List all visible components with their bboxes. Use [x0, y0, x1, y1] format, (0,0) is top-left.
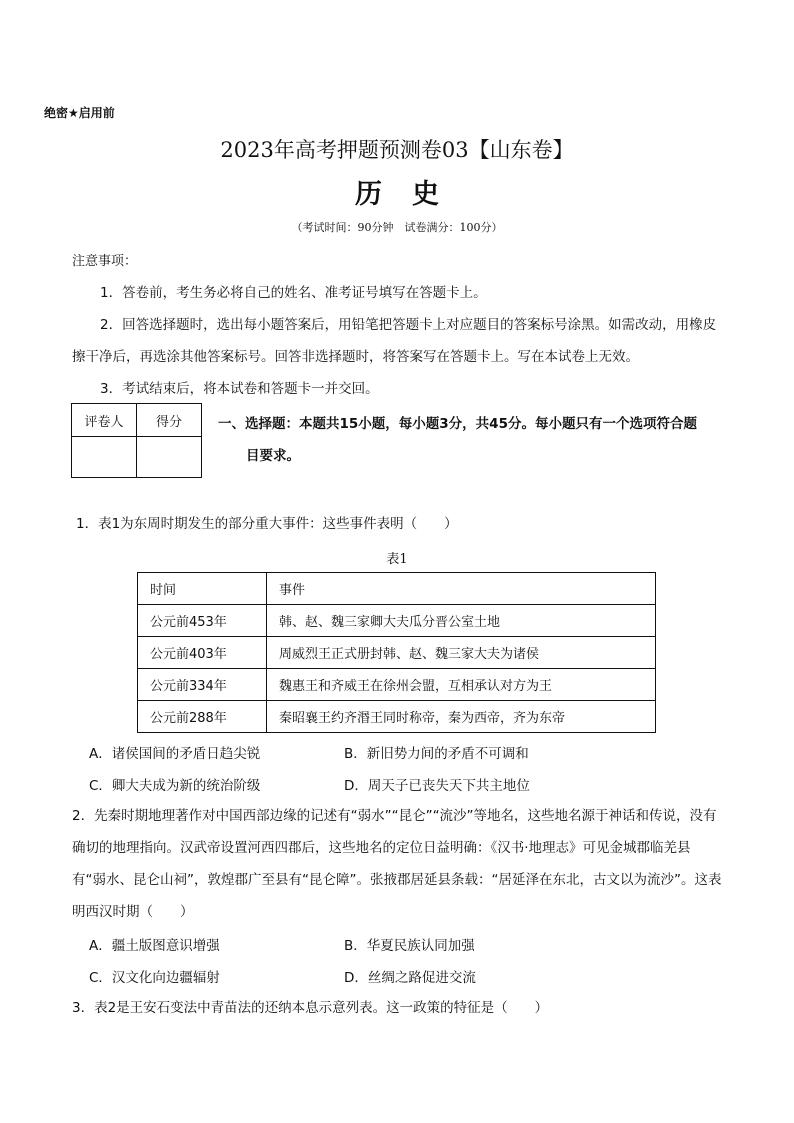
- table-cell-event: 秦昭襄王约齐湣王同时称帝，秦为西帝，齐为东帝: [267, 701, 656, 733]
- question-3-stem: 3．表2是王安石变法中青苗法的还纳本息示意列表。这一政策的特征是（ ）: [72, 1000, 549, 1016]
- page-title: 2023年高考押题预测卷03【山东卷】: [220, 138, 574, 162]
- table-cell-event: 周威烈王正式册封韩、赵、魏三家大夫为诸侯: [267, 637, 656, 669]
- table-row: [138, 637, 656, 669]
- score-cell: [137, 437, 202, 478]
- q2-option-a: A．疆土版图意识增强: [89, 938, 220, 954]
- section-heading-line1: 一、选择题：本题共15小题，每小题3分，共45分。每小题只有一个选项符合题: [218, 416, 697, 432]
- table-row: [138, 701, 656, 733]
- table-header-row: [138, 573, 656, 605]
- q1-option-d: D．周天子已丧失天下共主地位: [344, 778, 530, 794]
- table-cell-year: 公元前334年: [138, 669, 267, 701]
- table-1-caption: 表1: [386, 552, 408, 567]
- table-cell-year: 公元前403年: [138, 637, 267, 669]
- note-item-2: 2．回答选择题时，选出每小题答案后，用铅笔把答题卡上对应题目的答案标号涂黑。如需改动，用橡皮擦干净后，再选涂其他答案标号。回答非选择题时，将答案写在答题卡上。写在本试卷上无效。: [72, 317, 717, 365]
- grader-cell: [72, 437, 137, 478]
- grader-box: [71, 403, 202, 478]
- q2-option-d: D．丝绸之路促进交流: [344, 970, 476, 986]
- subject-title: 历史: [355, 179, 469, 210]
- events-table: [137, 572, 656, 733]
- table-cell-event: 魏惠王和齐威王在徐州会盟，互相承认对方为王: [267, 669, 656, 701]
- q1-option-c: C．卿大夫成为新的统治阶级: [89, 778, 261, 794]
- table-row: [138, 669, 656, 701]
- notes-heading: 注意事项：: [72, 254, 138, 269]
- table-cell-event: 韩、赵、魏三家卿大夫瓜分晋公室土地: [267, 605, 656, 637]
- table-cell-year: 公元前453年: [138, 605, 267, 637]
- q2-option-c: C．汉文化向边疆辐射: [89, 970, 220, 986]
- q1-option-a: A．诸侯国间的矛盾日趋尖锐: [89, 746, 261, 762]
- question-2-stem: 2．先秦时期地理著作对中国西部边缘的记述有“弱水”“昆仑”“流沙”等地名，这些地名源于神话和传说，没有确切的地理指向。汉武帝设置河西四郡后，这些地名的定位日益明确：《汉书·地理志》可见金城郡临羌县有“弱水、昆仑山祠”，敦煌郡广至县有“昆仑障”。张掖郡居延县条载：“居延泽在东北，古文以为流沙”。这表明西汉时期（ ）: [72, 808, 722, 920]
- exam-info: （考试时间：90分钟 试卷满分：100分）: [291, 221, 503, 234]
- table-row: [138, 605, 656, 637]
- confidential-label: 绝密★启用前: [44, 106, 115, 120]
- note-item-3: 3．考试结束后，将本试卷和答题卡一并交回。: [100, 381, 379, 397]
- score-label: 得分: [137, 404, 202, 437]
- section-heading-line2: 目要求。: [246, 448, 300, 464]
- question-1-stem: 1．表1为东周时期发生的部分重大事件：这些事件表明（ ）: [76, 516, 458, 532]
- table-header-cell: 时间: [138, 573, 267, 605]
- q1-option-b: B．新旧势力间的矛盾不可调和: [344, 746, 529, 762]
- grader-label: 评卷人: [72, 404, 137, 437]
- q2-option-b: B．华夏民族认同加强: [344, 938, 475, 954]
- table-header-cell: 事件: [267, 573, 656, 605]
- section-heading: [218, 408, 726, 472]
- table-cell-year: 公元前288年: [138, 701, 267, 733]
- note-item-1: 1．答卷前，考生务必将自己的姓名、准考证号填写在答题卡上。: [100, 285, 487, 301]
